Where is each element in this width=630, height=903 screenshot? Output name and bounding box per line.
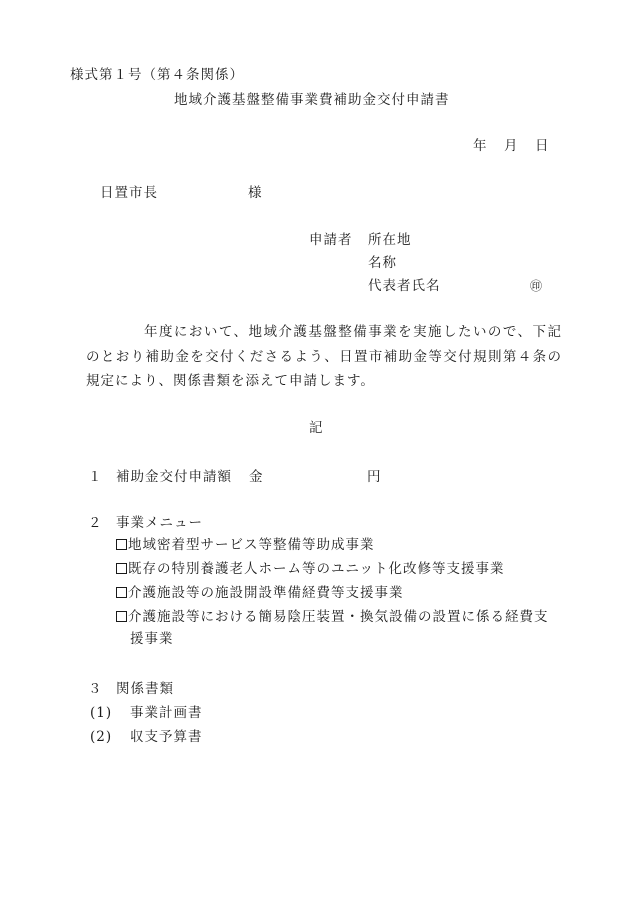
addressee-name: 日置市長 [100, 185, 158, 201]
applicant-representative-label: 代表者氏名 [368, 278, 441, 294]
applicant-address-label: 所在地 [368, 232, 412, 248]
section-number: ２ [88, 515, 103, 531]
menu-item-label: 既存の特別養護老人ホーム等のユニット化改修等支援事業 [128, 561, 505, 577]
addressee-honorific: 様 [248, 185, 263, 201]
section-heading: 事業メニュー [116, 515, 203, 531]
menu-item-label: 介護施設等における簡易陰圧装置・換気設備の設置に係る経費支 [128, 609, 549, 625]
document-title: 地域介護基盤整備事業費補助金交付申請書 [174, 92, 450, 108]
menu-item [116, 606, 562, 650]
applicant-label: 申請者 [309, 232, 353, 248]
date-month: 月 [504, 138, 519, 154]
body-paragraph: 年度において、地域介護基盤整備事業を実施したいので、下記のとおり補助金を交付くださるよう、日置市補助金等交付規則第４条の規定により、関係書類を添えて申請します。 [86, 324, 562, 389]
ki-heading: 記 [309, 420, 324, 436]
seal-mark: ㊞ [530, 279, 544, 293]
menu-item-label: 地域密着型サービス等整備等助成事業 [128, 537, 375, 553]
section-heading: 補助金交付申請額 [116, 469, 232, 485]
section-number: １ [88, 469, 103, 485]
menu-item [116, 582, 562, 604]
checkbox[interactable] [116, 611, 127, 622]
section-heading: 関係書類 [116, 681, 174, 697]
menu-item [116, 558, 562, 580]
applicant-name-label: 名称 [368, 255, 397, 271]
document-item-number: (2) [90, 729, 113, 745]
document-item-label: 事業計画書 [130, 705, 203, 721]
menu-item-label-continued: 援事業 [130, 631, 174, 647]
section-number: ３ [88, 681, 103, 697]
checkbox[interactable] [116, 587, 127, 598]
amount-unit: 円 [367, 469, 382, 485]
checkbox[interactable] [116, 539, 127, 550]
checkbox[interactable] [116, 563, 127, 574]
document-item-label: 収支予算書 [130, 729, 203, 745]
document-item-number: (1) [90, 705, 113, 721]
menu-item-label: 介護施設等の施設開設準備経費等支援事業 [128, 585, 404, 601]
date-day: 日 [535, 138, 550, 154]
form-number: 様式第１号（第４条関係） [70, 67, 244, 83]
date-year: 年 [473, 138, 488, 154]
menu-item [116, 534, 562, 556]
amount-prefix: 金 [249, 469, 264, 485]
